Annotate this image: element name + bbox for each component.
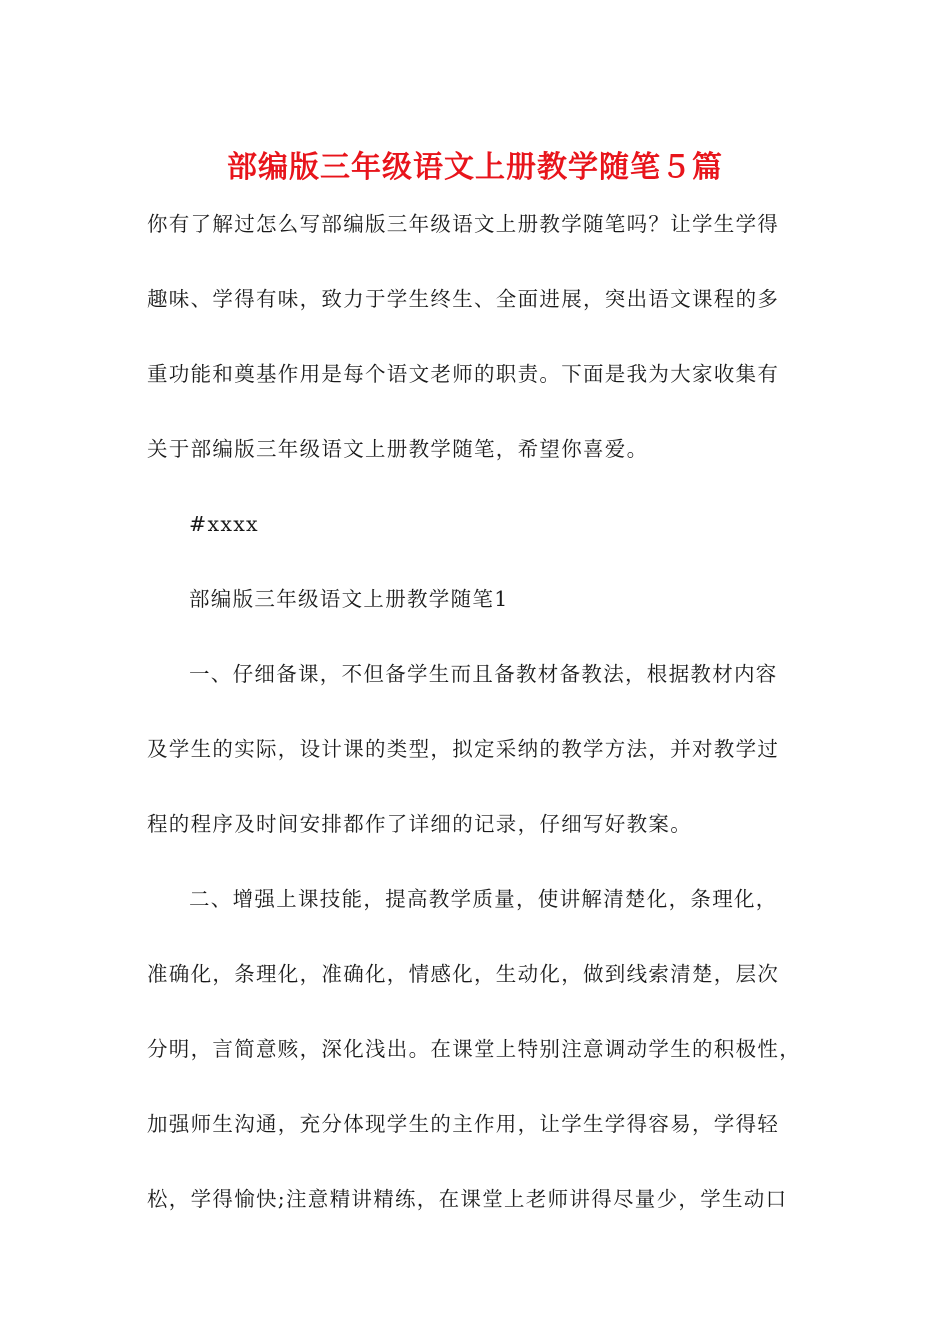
section-marker: #xxxx bbox=[189, 512, 259, 536]
paragraph-line: 重功能和奠基作用是每个语文老师的职责。下面是我为大家收集有 bbox=[147, 362, 780, 386]
paragraph-line: 分明，言简意赅，深化浅出。在课堂上特别注意调动学生的积极性， bbox=[147, 1037, 801, 1061]
paragraph-line: 程的程序及时间安排都作了详细的记录，仔细写好教案。 bbox=[147, 812, 692, 836]
paragraph-line: 准确化，条理化，准确化，情感化，生动化，做到线索清楚，层次 bbox=[147, 962, 780, 986]
paragraph-line: 加强师生沟通，充分体现学生的主作用，让学生学得容易，学得轻 bbox=[147, 1112, 780, 1136]
paragraph-line: 你有了解过怎么写部编版三年级语文上册教学随笔吗？让学生学得 bbox=[147, 212, 780, 236]
paragraph-line: 趣味、学得有味，致力于学生终生、全面进展，突出语文课程的多 bbox=[147, 287, 780, 311]
section-heading: 部编版三年级语文上册教学随笔1 bbox=[189, 587, 509, 611]
paragraph-line: 及学生的实际，设计课的类型，拟定采纳的教学方法，并对教学过 bbox=[147, 737, 780, 761]
document-title: 部编版三年级语文上册教学随笔５篇 bbox=[227, 150, 723, 185]
paragraph-line: 松，学得愉快;注意精讲精练，在课堂上老师讲得尽量少，学生动口 bbox=[147, 1187, 788, 1211]
paragraph-line: 关于部编版三年级语文上册教学随笔，希望你喜爱。 bbox=[147, 437, 649, 461]
paragraph-line: 一、仔细备课，不但备学生而且备教材备教法，根据教材内容 bbox=[189, 662, 778, 686]
paragraph-line: 二、增强上课技能，提高教学质量，使讲解清楚化，条理化， bbox=[189, 887, 778, 911]
